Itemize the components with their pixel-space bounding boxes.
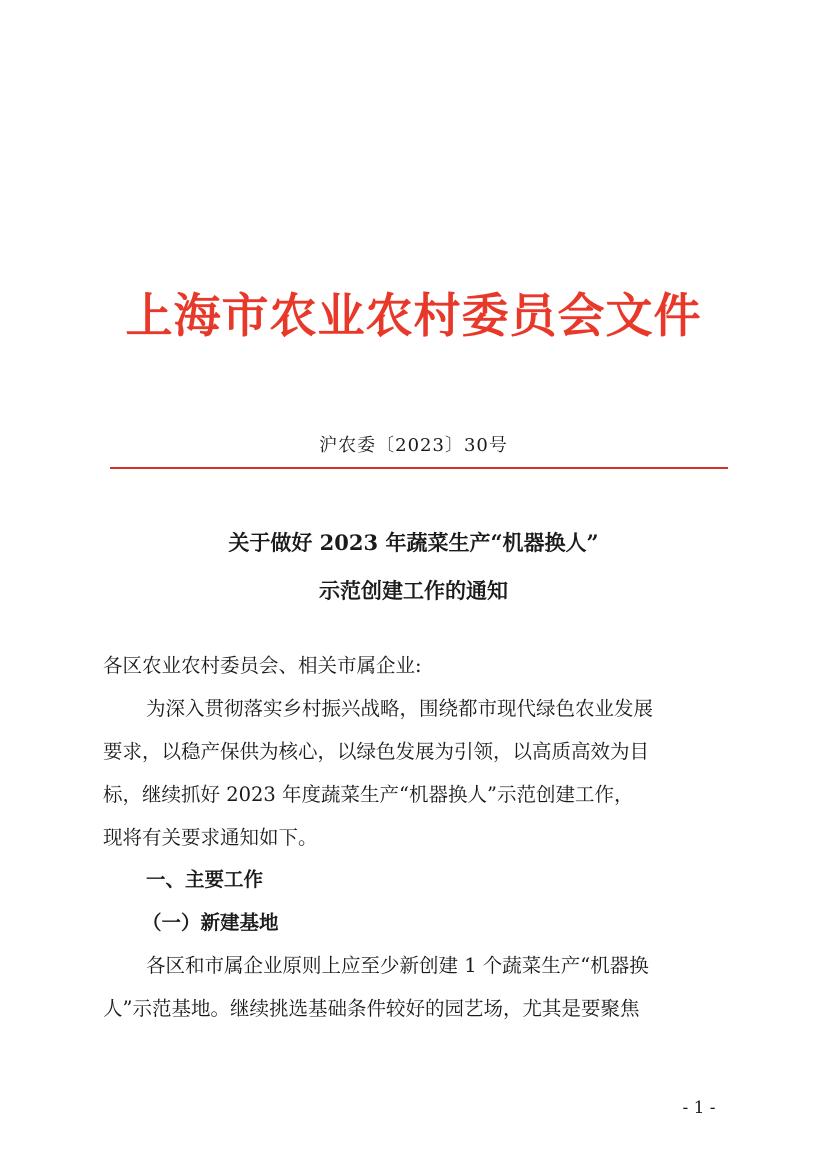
red-separator-line: [110, 467, 728, 469]
subsection-heading: （一）新建基地: [142, 911, 279, 934]
paragraph-1-line-3: 标，继续抓好 2023 年度蔬菜生产“机器换人”示范创建工作，: [103, 783, 634, 806]
paragraph-2-line-1: 各区和市属企业原则上应至少新创建 1 个蔬菜生产“机器换: [146, 954, 649, 977]
masthead-title: 上海市农业农村委员会文件: [125, 289, 702, 344]
document-number: 沪农委〔2023〕30号: [319, 435, 508, 456]
notice-title-line-1: 关于做好 2023 年蔬菜生产“机器换人”: [228, 530, 599, 555]
paragraph-2-line-2: 人”示范基地。继续挑选基础条件较好的园艺场，尤其是要聚焦: [103, 997, 640, 1020]
paragraph-1-line-2: 要求，以稳产保供为核心，以绿色发展为引领，以高质高效为目: [103, 740, 650, 763]
addressee: 各区农业农村委员会、相关市属企业:: [103, 654, 422, 677]
notice-title-line-2: 示范创建工作的通知: [319, 578, 508, 603]
paragraph-1-line-4: 现将有关要求通知如下。: [103, 826, 318, 849]
paragraph-1-line-1: 为深入贯彻落实乡村振兴战略，围绕都市现代绿色农业发展: [146, 697, 654, 720]
section-heading: 一、主要工作: [146, 868, 264, 891]
page-number: - 1 -: [682, 1098, 716, 1118]
